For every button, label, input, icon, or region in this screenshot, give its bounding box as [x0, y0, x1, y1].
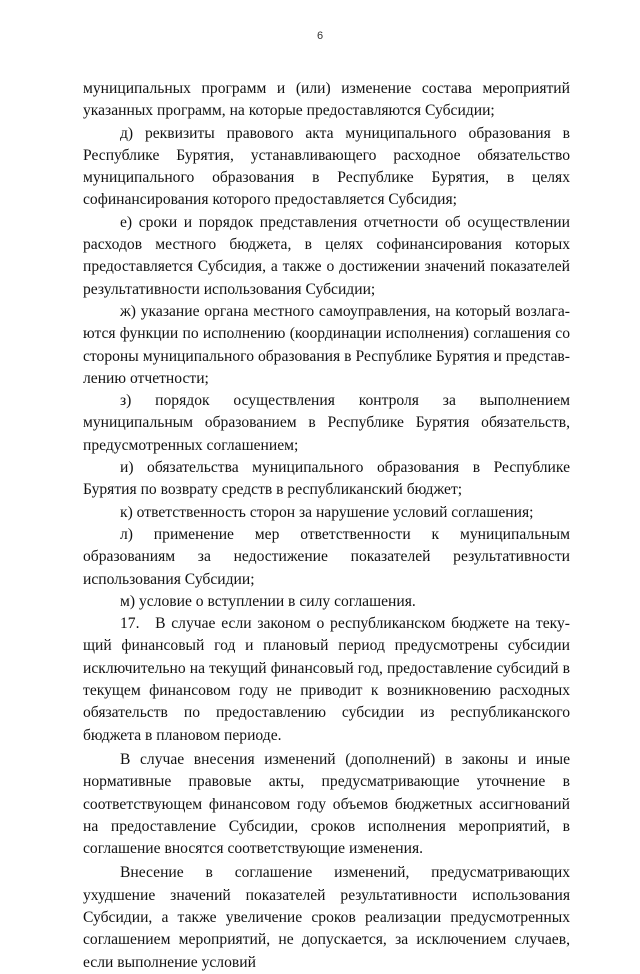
- list-item-z: з) порядок осуществления контроля за выполнением муниципальным образованием в Республике Бурятия обязательств, предусмотренных соглашением;: [83, 392, 570, 454]
- list-item-zh: ж) указание органа местного самоуправления, на который возлагаются функции по исполнению (координации исполнения) соглашения со стороны муниципального образования в Республике Бурятия и представлению отчетности;: [83, 302, 570, 387]
- list-item-e: е) сроки и порядок представления отчетности об осуществлении расходов местного бюджета, в целях софинансирования которых предоставляется Субсидия, а также о достижении значений показателей результативности использования Субсидии;: [83, 213, 570, 298]
- list-item-d: д) реквизиты правового акта муниципального образования в Республике Бурятия, устанавливающего расходное обязательство муниципального образования в Республике Бурятия, в целях софинансирования которого предоставляется Субсидия;: [83, 124, 570, 209]
- page-number: 6: [316, 30, 324, 42]
- paragraph-amendments: В случае внесения изменений (дополнений) в законы и иные нормативные правовые акты, предусматривающие уточнение в соответствующем финансовом году объемов бюджетных ассигнований на предоставление Субсидии, сроков исполнения мероприятий, в соглашение вносятся соответствующие изменения.: [83, 750, 570, 858]
- document-body: [83, 78, 570, 974]
- list-item-l: л) применение мер ответственности к муниципальным образованиям за недостижение показателей результативности использования Субсидии;: [83, 525, 570, 588]
- paragraph-restrictions: Внесение в соглашение изменений, предусматривающих ухудшение значений показателей результативности использования Субсидии, а также увеличение сроков реализации предусмотренных соглашением мероприятий, не допускается, за исключением случаев, если выполнение условий: [83, 864, 570, 971]
- clause-17: 17. В случае если законом о республиканском бюджете на текущий финансовый год и плановый период предусмотрены субсидии исключительно на текущий финансовый год, предоставление субсидий в текущем финансовом году не приводит к возникновению расходных обязательств по предоставлению субсидии из республиканского бюджета в плановом периоде.: [83, 615, 570, 744]
- list-item-m: м) условие о вступлении в силу соглашения.: [120, 592, 416, 610]
- list-item-i: и) обязательства муниципального образования в Республике Бурятия по возврату средств в республиканский бюджет;: [83, 459, 570, 499]
- paragraph-continuation: муниципальных программ и (или) изменение состава мероприятий указанных программ, на которые предоставляются Субсидии;: [83, 80, 570, 120]
- list-item-k: к) ответственность сторон за нарушение условий соглашения;: [120, 503, 534, 521]
